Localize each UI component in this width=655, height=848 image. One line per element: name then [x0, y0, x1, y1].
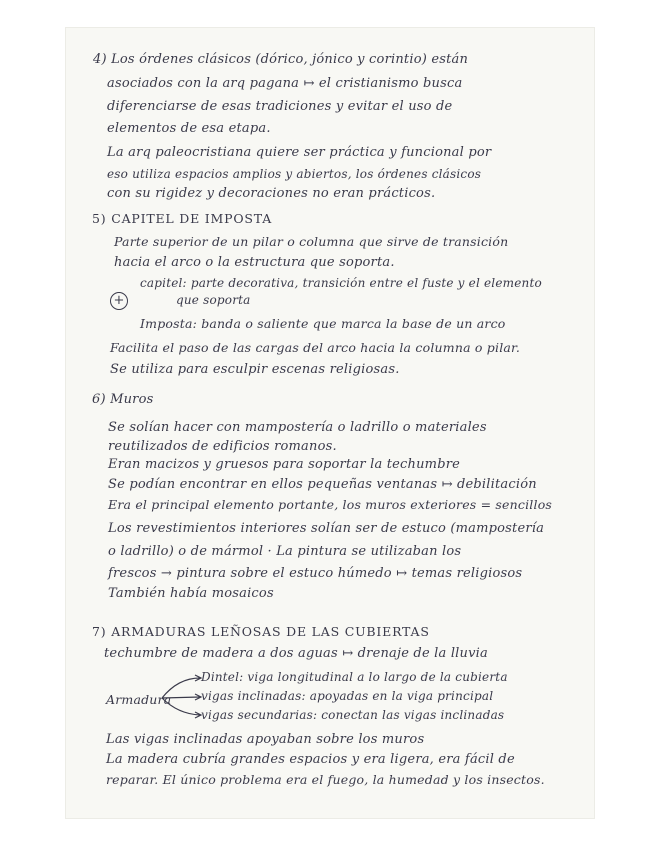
- text-line: Se solían hacer con mampostería o ladrillo o materiales: [108, 420, 487, 435]
- text-line: Se utiliza para esculpir escenas religiosas.: [110, 362, 400, 377]
- text-line: La arq paleocristiana quiere ser práctica y funcional por: [107, 145, 492, 160]
- section-7-heading: 7) ARMADURAS LEÑOSAS DE LAS CUBIERTAS: [92, 624, 430, 639]
- text-line: Eran macizos y gruesos para soportar la techumbre: [108, 457, 461, 472]
- diagram-item: vigas inclinadas: apoyadas en la viga principal: [201, 689, 494, 703]
- plus-circle-icon: +: [110, 292, 128, 310]
- section-6-heading: 6) Muros: [92, 392, 154, 407]
- text-line: Era el principal elemento portante, los muros exteriores = sencillos: [108, 497, 553, 512]
- diagram-item: Dintel: viga longitudinal a lo largo de la cubierta: [201, 670, 508, 684]
- text-line: elementos de esa etapa.: [107, 121, 271, 136]
- diagram-root-label: Armadura: [106, 692, 172, 707]
- text-line: Se podían encontrar en ellos pequeñas ventanas ↦ debilitación: [108, 477, 537, 492]
- text-line: Facilita el paso de las cargas del arco hacia la columna o pilar.: [110, 340, 521, 355]
- text-line: o ladrillo) o de mármol · La pintura se utilizaban los: [108, 544, 462, 559]
- text-line: Parte superior de un pilar o columna que sirve de transición: [114, 234, 509, 249]
- diagram-item: vigas secundarias: conectan las vigas inclinadas: [201, 708, 505, 722]
- text-line: techumbre de madera a dos aguas ↦ drenaje de la lluvia: [104, 646, 488, 661]
- text-line: Las vigas inclinadas apoyaban sobre los muros: [106, 732, 425, 747]
- text-line: diferenciarse de esas tradiciones y evitar el uso de: [107, 99, 453, 114]
- text-line: La madera cubría grandes espacios y era ligera, era fácil de: [106, 752, 515, 767]
- text-line: hacia el arco o la estructura que soporta.: [114, 255, 395, 270]
- branch-arrows-icon: [160, 668, 204, 720]
- text-line: reparar. El único problema era el fuego, la humedad y los insectos.: [106, 772, 545, 787]
- text-line: frescos → pintura sobre el estuco húmedo ↦ temas religiosos: [108, 566, 523, 581]
- text-line: que soporta: [176, 293, 251, 307]
- text-line: reutilizados de edificios romanos.: [108, 439, 337, 454]
- section-5-heading: 5) CAPITEL DE IMPOSTA: [92, 211, 273, 226]
- text-line: eso utiliza espacios amplios y abiertos, los órdenes clásicos: [107, 167, 482, 181]
- text-line: Imposta: banda o saliente que marca la base de un arco: [140, 316, 506, 331]
- text-line: capitel: parte decorativa, transición entre el fuste y el elemento: [140, 276, 542, 290]
- section-4-heading-line: 4) Los órdenes clásicos (dórico, jónico y corintio) están: [93, 52, 469, 67]
- text-line: con su rigidez y decoraciones no eran prácticos.: [107, 186, 436, 201]
- text-line: asociados con la arq pagana ↦ el cristianismo busca: [107, 76, 463, 91]
- text-line: Los revestimientos interiores solían ser de estuco (mampostería: [108, 521, 545, 536]
- text-line: También había mosaicos: [108, 586, 274, 601]
